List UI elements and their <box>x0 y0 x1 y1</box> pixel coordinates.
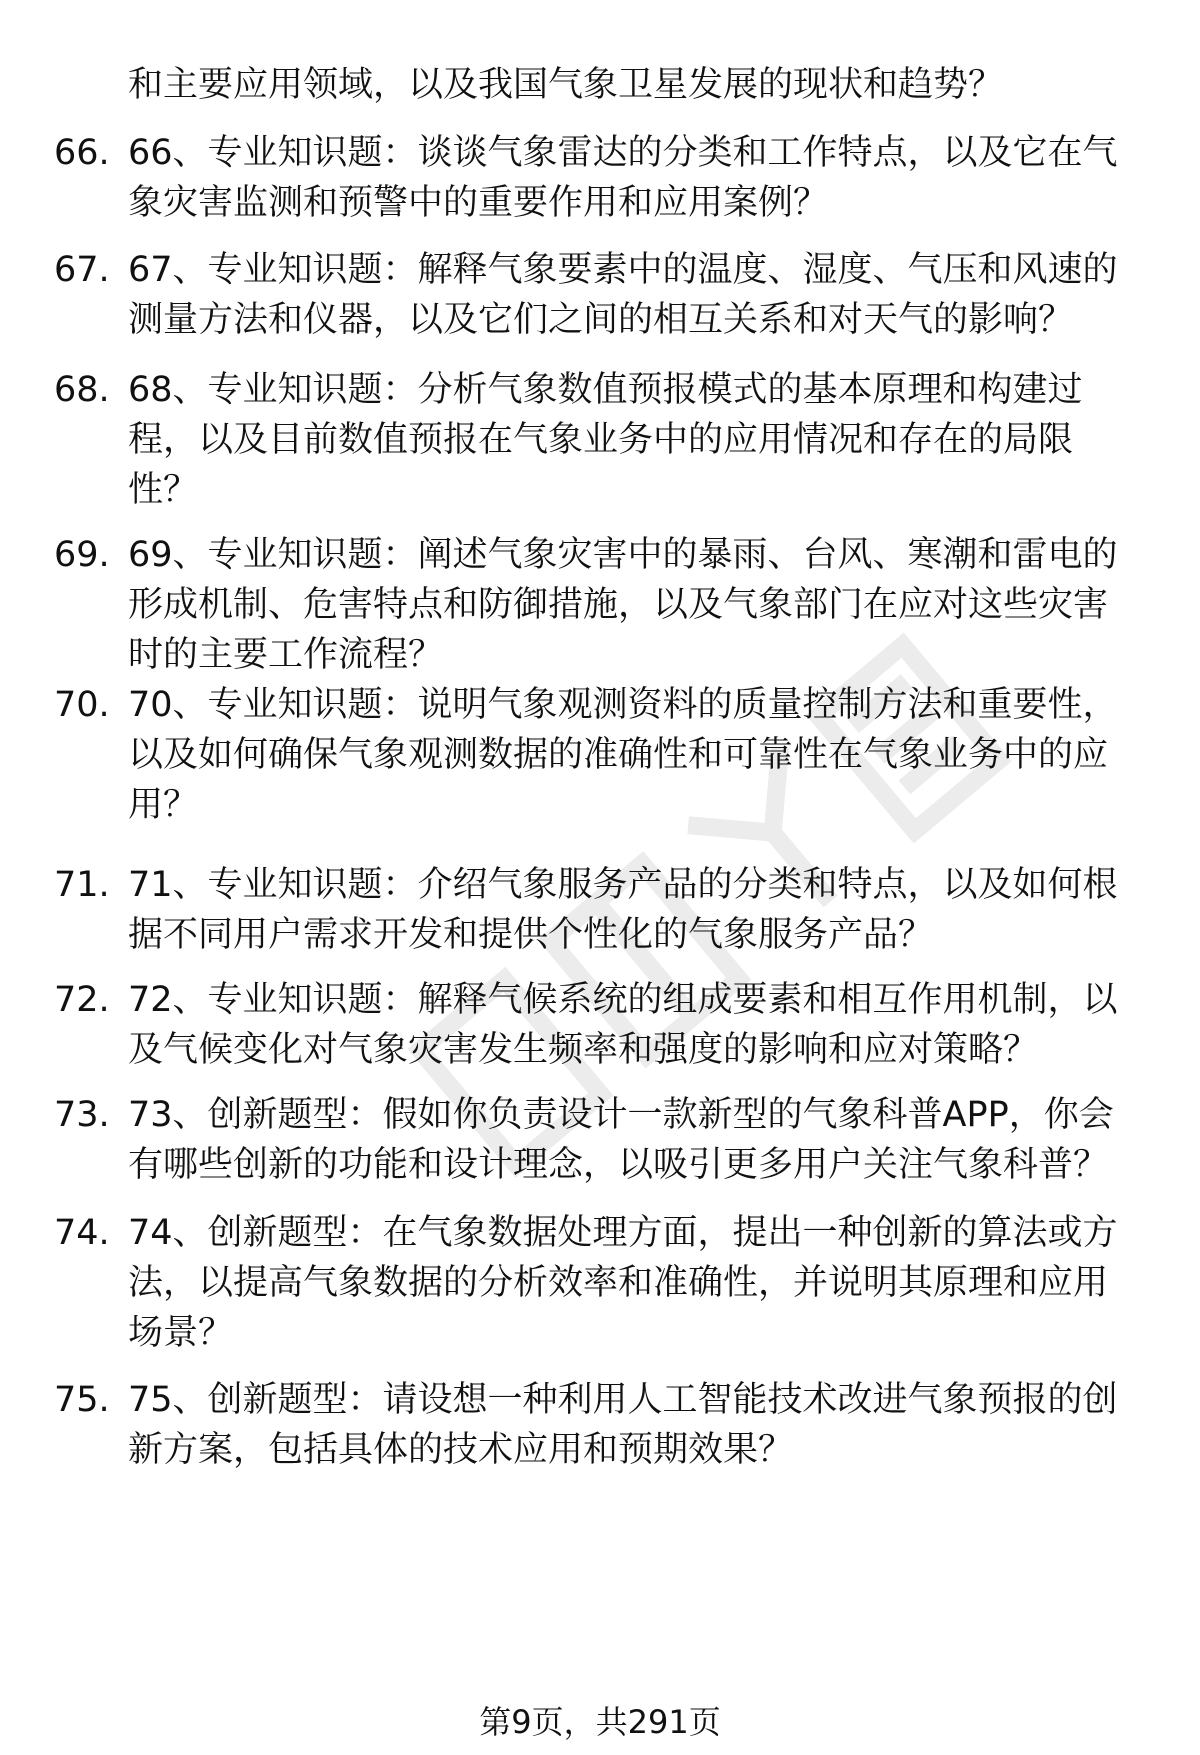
question-text-line: 新方案，包括具体的技术应用和预期效果？ <box>128 1430 794 1470</box>
question-text-line: 75、创新题型：请设想一种利用人工智能技术改进气象预报的创 <box>128 1380 1118 1420</box>
continuation-text: 和主要应用领域，以及我国气象卫星发展的现状和趋势？ <box>128 65 1004 105</box>
question-text <box>128 365 1158 515</box>
question-text-line: 68、专业知识题：分析气象数值预报模式的基本原理和构建过 <box>128 370 1083 410</box>
question-text <box>128 128 1158 228</box>
question-text <box>128 1090 1158 1190</box>
question-number: 73. <box>54 1095 110 1135</box>
question-text <box>128 1375 1158 1475</box>
question-number: 71. <box>54 865 110 905</box>
question-text <box>128 530 1158 680</box>
question-text-line: 据不同用户需求开发和提供个性化的气象服务产品？ <box>128 915 934 955</box>
question-text-line: 象灾害监测和预警中的重要作用和应用案例？ <box>128 183 829 223</box>
question-text-line: 及气候变化对气象灾害发生频率和强度的影响和应对策略？ <box>128 1030 1039 1070</box>
question-text <box>128 680 1158 830</box>
question-text-line: 测量方法和仪器，以及它们之间的相互关系和对天气的影响？ <box>128 300 1074 340</box>
question-number: 75. <box>54 1380 110 1420</box>
question-number: 68. <box>54 370 110 410</box>
question-number: 72. <box>54 980 110 1020</box>
question-text-line: 69、专业知识题：阐述气象灾害中的暴雨、台风、寒潮和雷电的 <box>128 535 1118 575</box>
question-text-line: 用？ <box>128 785 199 825</box>
question-text-line: 66、专业知识题：谈谈气象雷达的分类和工作特点，以及它在气 <box>128 133 1118 173</box>
question-text <box>128 245 1158 345</box>
question-text <box>128 975 1158 1075</box>
question-text-line: 67、专业知识题：解释气象要素中的温度、湿度、气压和风速的 <box>128 250 1118 290</box>
question-text-line: 程，以及目前数值预报在气象业务中的应用情况和存在的局限 <box>128 420 1074 460</box>
question-text-line: 场景？ <box>128 1313 234 1353</box>
question-text-line: 性？ <box>128 470 199 510</box>
question-number: 70. <box>54 685 110 725</box>
question-text <box>128 1208 1158 1358</box>
question-text-line: 有哪些创新的功能和设计理念，以吸引更多用户关注气象科普？ <box>128 1145 1109 1185</box>
question-text <box>128 860 1158 960</box>
question-text-line: 法，以提高气象数据的分析效率和准确性，并说明其原理和应用 <box>128 1263 1109 1303</box>
question-text-line: 时的主要工作流程？ <box>128 635 444 675</box>
question-number: 67. <box>54 250 110 290</box>
question-text-line: 71、专业知识题：介绍气象服务产品的分类和特点，以及如何根 <box>128 865 1118 905</box>
question-text-line: 74、创新题型：在气象数据处理方面，提出一种创新的算法或方 <box>128 1213 1118 1253</box>
question-text-line: 72、专业知识题：解释气候系统的组成要素和相互作用机制，以 <box>128 980 1118 1020</box>
question-number: 69. <box>54 535 110 575</box>
question-text-line: 73、创新题型：假如你负责设计一款新型的气象科普APP，你会 <box>128 1095 1114 1135</box>
question-number: 74. <box>54 1213 110 1253</box>
question-text-line: 以及如何确保气象观测数据的准确性和可靠性在气象业务中的应 <box>128 735 1109 775</box>
question-text-line: 形成机制、危害特点和防御措施，以及气象部门在应对这些灾害 <box>128 585 1109 625</box>
page-footer: 第9页，共291页 <box>479 1703 721 1741</box>
question-number: 66. <box>54 133 110 173</box>
question-text-line: 70、专业知识题：说明气象观测资料的质量控制方法和重要性， <box>128 685 1118 725</box>
